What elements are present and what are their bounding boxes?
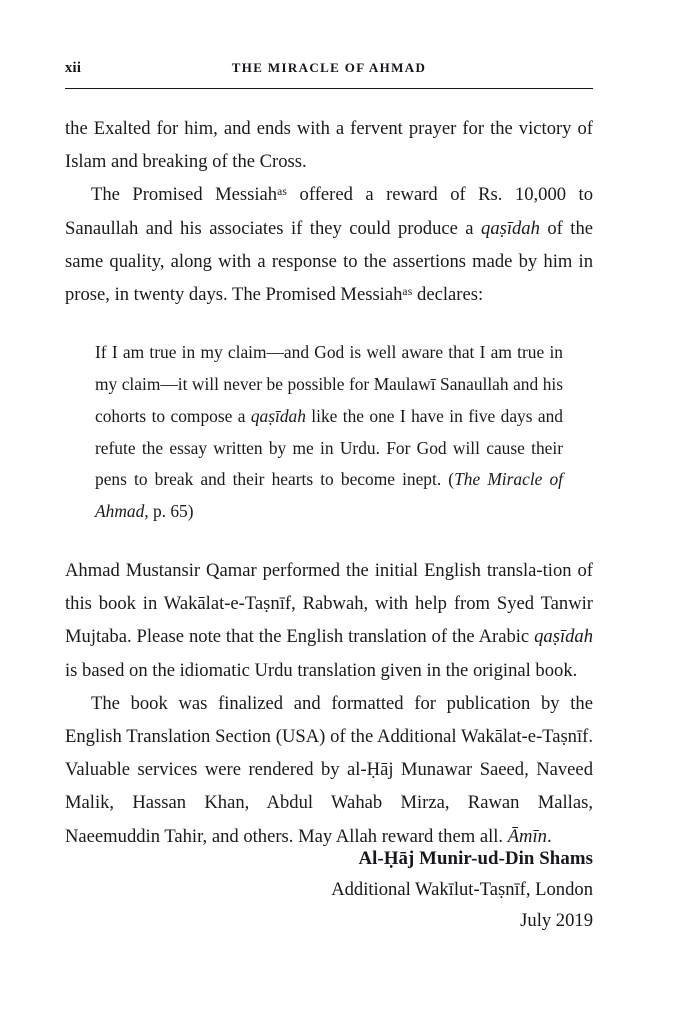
signature-block xyxy=(65,843,593,936)
reward-seg-3: of the same quality, along with a response to the assertions made by him in prose, in twenty days. The Promised Messiah xyxy=(65,217,593,306)
term-qasidah: qaṣīdah xyxy=(534,626,593,648)
paragraph-acknowledgements xyxy=(65,687,593,853)
page-folio: xii xyxy=(65,60,82,76)
term-qasidah: qaṣīdah xyxy=(481,217,540,239)
term-amin: Āmīn xyxy=(507,825,547,847)
acknowledgement-seg-1: The book was finalized and formatted for publication by the English Translation Section (USA) of the Additional Wakālat-e-Taṣnīf. Valuable services were rendered by al-Ḥāj Munawar Saeed, Naveed Malik, Hassan Khan, Abdul Wahab Mirza, Rawan Mallas, Naeemuddin Tahir, and others. May Allah reward them all. xyxy=(65,692,593,847)
reward-seg-4: declares: xyxy=(412,284,484,306)
header-divider-rule xyxy=(65,88,593,89)
blockquote-paragraph xyxy=(95,337,563,528)
signature-date: July 2019 xyxy=(520,910,593,931)
body-text-block xyxy=(65,112,593,853)
term-qasidah: qaṣīdah xyxy=(250,405,306,426)
blockquote xyxy=(65,337,563,528)
translation-seg-2: is based on the idiomatic Urdu translation given in the original book. xyxy=(65,659,578,681)
signatory-title: Additional Wakīlut-Taṣnīf, London xyxy=(331,879,593,900)
running-head xyxy=(65,58,593,84)
running-head-title: THE MIRACLE OF AHMAD xyxy=(231,60,427,75)
paragraph-translation-credit xyxy=(65,554,593,687)
blockquote-seg-1: If I am true in my claim—and God is well aware that I am true in my claim—it will never be possible for Maulawī Sanaullah and his cohorts to compose a xyxy=(95,342,563,426)
signatory-name: Al-Ḥāj Munir-ud-Din Shams xyxy=(358,848,593,869)
paragraph-opening-text: the Exalted for him, and ends with a fervent prayer for the victory of Islam and breaking of the Cross. xyxy=(65,118,593,173)
reward-seg-1: The Promised Messiah xyxy=(91,184,278,206)
paragraph-opening xyxy=(65,112,593,178)
reward-seg-2: offered a reward of Rs. 10,000 to Sanaullah and his associates if they could produce a xyxy=(65,184,593,239)
acknowledgement-seg-2: . xyxy=(546,825,552,847)
citation-page-ref: p. 65) xyxy=(148,501,194,522)
honorific-superscript-as: as xyxy=(277,186,288,199)
paragraph-reward-offer xyxy=(65,178,593,311)
blockquote-seg-2: like the one I have in five days and refute the essay written by me in Urdu. For God will cause their pens to break and their hearts to become inept. ( xyxy=(95,405,564,490)
honorific-superscript-as: as xyxy=(402,286,413,299)
citation-book-title: The Miracle of Ahmad, xyxy=(95,469,564,522)
translation-seg-1: Ahmad Mustansir Qamar performed the initial English transla-tion of this book in Wakālat-e-Taṣnīf, Rabwah, with help from Syed Tanwir Mujtaba. Please note that the English translation of the Arabic xyxy=(65,560,593,648)
